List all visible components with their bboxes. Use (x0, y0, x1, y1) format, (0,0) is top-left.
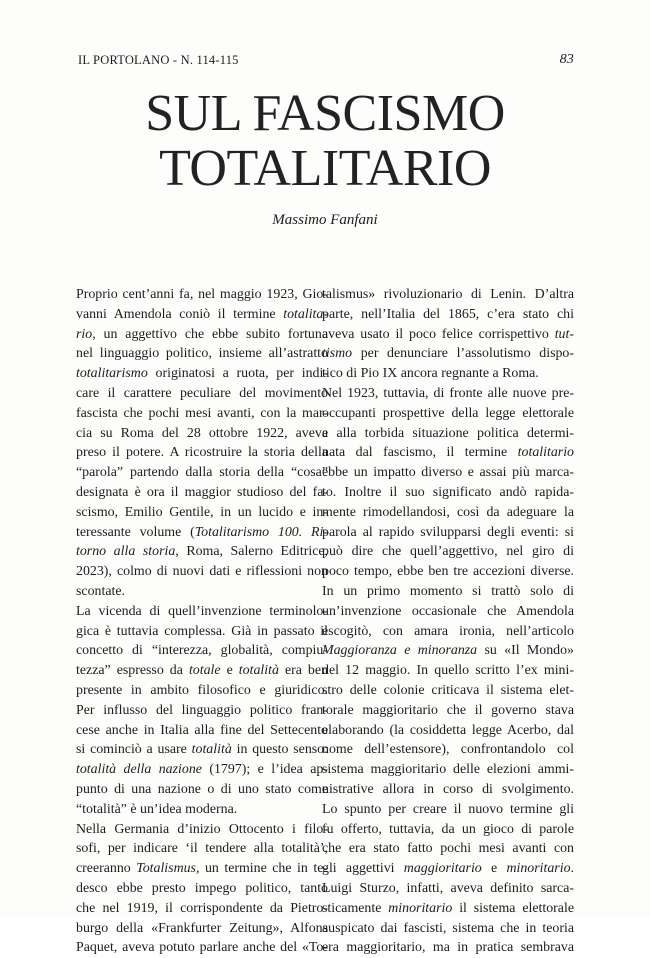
title-line-1: SUL FASCISMO (145, 85, 505, 142)
text-line: scontate. (76, 583, 125, 599)
text-line: sticamente minoritario il sistema elettorale (322, 900, 574, 916)
text-line: rio, un aggettivo che ebbe subito fortuna (76, 326, 328, 342)
text-line: che nel 1919, il corrispondente da Pietro- (76, 900, 328, 916)
text-line: Maggioranza e minoranza su «Il Mondo» (322, 643, 574, 659)
text-line: può dire che quell’aggettivo, nel giro di (322, 544, 574, 560)
text-line: “totalità” è un’idea moderna. (76, 801, 238, 817)
text-line: teressante volume (Totalitarismo 100. Ri- (76, 524, 328, 540)
text-line: gica è tuttavia complessa. Già in passato il (76, 623, 328, 639)
text-line: tico di Pio IX ancora regnante a Roma. (322, 366, 539, 382)
text-line: In un primo momento si trattò solo di (322, 583, 574, 599)
text-line: del 12 maggio. In quello scritto l’ex mini- (322, 663, 574, 679)
text-line: Nella Germania d’inizio Ottocento i filo- (76, 821, 328, 837)
text-line: 2023), colmo di nuovi dati e riflessioni non (76, 564, 328, 580)
text-line: stro delle colonie criticava il sistema elet- (322, 682, 574, 698)
article-author: Massimo Fanfani (272, 212, 378, 228)
text-line: tismo per denunciare l’assolutismo dispo- (322, 346, 574, 362)
text-line: escogitò, con amara ironia, nell’articolo (322, 623, 574, 639)
text-line: concetto di “interezza, globalità, compiu- (76, 643, 328, 659)
text-line: parola al rapido svilupparsi degli eventi: si (322, 524, 574, 540)
text-line: Luigi Sturzo, infatti, aveva definito sarca- (322, 880, 574, 896)
text-line: era maggioritario, ma in pratica sembrava (322, 940, 574, 956)
journal-name: IL PORTOLANO - N. 114-115 (78, 53, 239, 67)
text-line: mente rimodellandosi, così da adeguare la (322, 504, 574, 520)
text-line: designata è ora il maggior studioso del fa- (76, 484, 328, 500)
body-column-left (76, 285, 328, 958)
text-line: fascista che pochi mesi avanti, con la mar- (76, 405, 328, 421)
running-head (78, 53, 574, 73)
text-line: Proprio cent’anni fa, nel maggio 1923, Gio- (76, 287, 328, 302)
text-line: scismo, Emilio Gentile, in un lucido e in- (76, 504, 328, 520)
page-number: 83 (559, 52, 574, 67)
text-line: totalitarismo originatosi a ruota, per indi- (76, 366, 328, 382)
text-line: torno alla storia, Roma, Salerno Editrice, (76, 544, 328, 560)
text-line: elaborando (la cosiddetta legge Acerbo, dal (322, 722, 574, 738)
text-line: sofi, per indicare ‘il tendere alla totalità’, (76, 841, 328, 857)
text-line: tezza” espresso da totale e totalità era ben (76, 663, 328, 679)
text-line: talismus» rivoluzionario di Lenin. D’altra (322, 287, 574, 302)
text-line: nistrative allora in corso di svolgimento. (322, 781, 574, 797)
text-line: La vicenda di quell’invenzione terminolo- (76, 603, 328, 619)
text-line: presente in ambito filosofico e giuridico. (76, 682, 328, 698)
text-line: care il carattere peculiare del movimento (76, 385, 328, 401)
text-line: punto di una nazione o di uno stato come (76, 781, 328, 797)
text-line: nome dell’estensore), confrontandolo col (322, 742, 574, 758)
text-line: che era stato fatto pochi mesi avanti con (322, 841, 574, 857)
text-line: preso il potere. A ricostruire la storia della (76, 445, 328, 461)
text-line: un’invenzione occasionale che Amendola (322, 603, 574, 619)
text-line: fu offerto, tuttavia, da un gioco di parole (322, 821, 574, 837)
text-line: to. Inoltre il suo significato andò rapida- (322, 484, 574, 500)
text-line: auspicato dai fascisti, sistema che in teoria (322, 920, 574, 936)
text-line: e alla torbida situazione politica determi- (322, 425, 574, 441)
text-line: poco tempo, ebbe ben tre accezioni diverse. (322, 564, 574, 580)
text-line: totalità della nazione (1797); e l’idea ap- (76, 762, 328, 778)
text-line: aveva usato il poco felice corrispettivo tut- (322, 326, 574, 342)
body-column-right (322, 285, 574, 958)
text-line: “parola” partendo dalla storia della “cosa” (76, 465, 328, 481)
text-line: nel linguaggio politico, insieme all’astratto (76, 346, 328, 362)
text-line: creeranno Totalismus, un termine che in te- (76, 861, 328, 877)
text-line: Nel 1923, tuttavia, di fronte alle nuove pre- (322, 385, 574, 401)
text-line: si cominciò a usare totalità in questo senso: (76, 742, 328, 758)
text-line: gli aggettivi maggioritario e minoritario. (322, 861, 574, 877)
text-line: nata dal fascismo, il termine totalitario (322, 445, 574, 461)
text-line: desco ebbe presto impego politico, tanto (76, 880, 328, 896)
text-line: ebbe un impatto diverso e assai più marca- (322, 465, 574, 481)
text-line: Per influsso del linguaggio politico fran- (76, 702, 328, 718)
text-line: parte, nell’Italia del 1865, c’era stato chi (322, 306, 574, 322)
text-line: Paquet, aveva potuto parlare anche del «To- (76, 940, 328, 956)
text-line: occupanti prospettive della legge elettorale (322, 405, 574, 421)
text-line: Lo spunto per creare il nuovo termine gli (322, 801, 574, 817)
text-line: cia su Roma del 28 ottobre 1922, aveva (76, 425, 328, 441)
text-line: vanni Amendola coniò il termine totalita- (76, 306, 328, 322)
text-line: burgo della «Frankfurter Zeitung», Alfons (76, 920, 328, 936)
text-line: sistema maggioritario delle elezioni ammi- (322, 762, 574, 778)
title-line-2: TOTALITARIO (159, 140, 491, 197)
article-title (40, 86, 610, 196)
text-line: torale maggioritario che il governo stava (322, 702, 574, 718)
text-line: cese anche in Italia alla fine del Settecento (76, 722, 328, 738)
